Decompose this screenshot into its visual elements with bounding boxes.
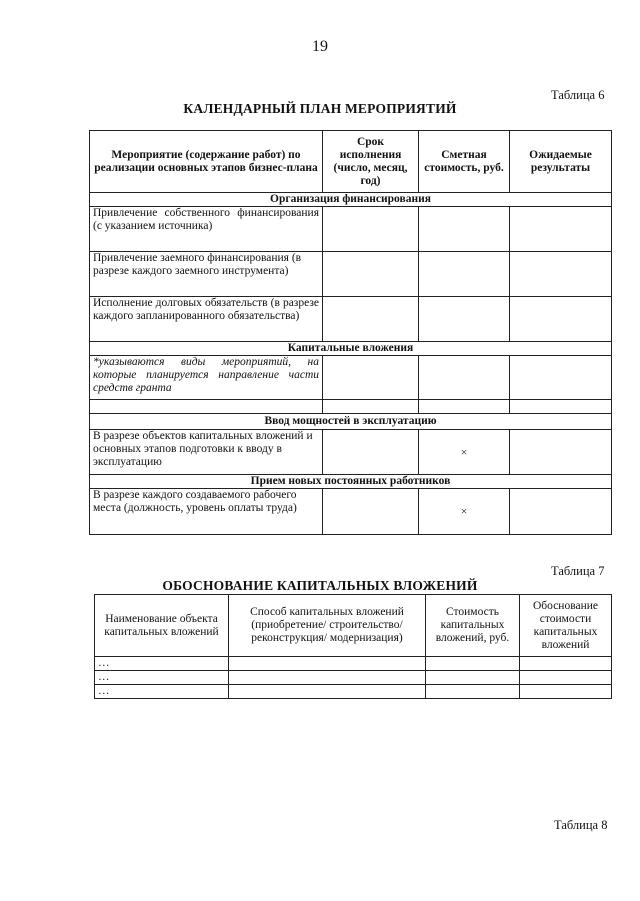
method-cell: [229, 685, 426, 699]
table-8-caption: Таблица 8: [554, 818, 608, 832]
cost-cell: [426, 685, 520, 699]
table-row: [90, 252, 612, 297]
cost-cell: [419, 252, 510, 297]
activity-cell: *указываются виды мероприятий, на которые планируется направление части средств гранта: [90, 356, 323, 400]
capital-investment-table: [94, 594, 612, 699]
justification-cell: [520, 671, 612, 685]
column-header-method: Способ капитальных вложений (приобретение/ строительство/реконструкция/ модернизация): [229, 595, 426, 657]
activity-cell: Привлечение заемного финансирования (в разрезе каждого заемного инструмента): [90, 252, 323, 297]
results-cell: [510, 430, 612, 475]
table-row: [90, 297, 612, 342]
table-row: [90, 356, 612, 400]
not-applicable-mark: ×: [419, 430, 510, 475]
table-6-caption: Таблица 6: [551, 88, 605, 102]
cost-cell: [419, 297, 510, 342]
results-cell: [510, 207, 612, 252]
column-header-investment-cost: Стоимость капитальных вложений, руб.: [426, 595, 520, 657]
not-applicable-mark: ×: [419, 489, 510, 535]
activity-cell: [90, 400, 323, 414]
column-header-results: Ожидаемые результаты: [510, 131, 612, 193]
results-cell: [510, 489, 612, 535]
table-row: [95, 685, 612, 699]
method-cell: [229, 671, 426, 685]
object-cell: …: [95, 671, 229, 685]
table-row: [90, 489, 612, 535]
results-cell: [510, 356, 612, 400]
column-header-deadline: Срок исполнения (число, месяц, год): [323, 131, 419, 193]
activity-cell: В разрезе каждого создаваемого рабочего места (должность, уровень оплаты труда): [90, 489, 323, 535]
cost-cell: [426, 671, 520, 685]
cost-cell: [419, 207, 510, 252]
table-row: [90, 430, 612, 475]
section-row-capital-investments: [90, 342, 612, 356]
justification-cell: [520, 657, 612, 671]
object-cell: …: [95, 657, 229, 671]
section-row-commissioning: [90, 414, 612, 430]
calendar-plan-table: [89, 130, 612, 535]
deadline-cell: [323, 252, 419, 297]
section-title: Ввод мощностей в эксплуатацию: [90, 414, 612, 430]
table-header-row: [90, 131, 612, 193]
cost-cell: [426, 657, 520, 671]
calendar-plan-title: КАЛЕНДАРНЫЙ ПЛАН МЕРОПРИЯТИЙ: [183, 101, 457, 116]
capital-investment-title: ОБОСНОВАНИЕ КАПИТАЛЬНЫХ ВЛОЖЕНИЙ: [162, 578, 478, 593]
section-title: Капитальные вложения: [90, 342, 612, 356]
section-title: Прием новых постоянных работников: [90, 475, 612, 489]
deadline-cell: [323, 297, 419, 342]
deadline-cell: [323, 430, 419, 475]
deadline-cell: [323, 400, 419, 414]
activity-cell: В разрезе объектов капитальных вложений и основных этапов подготовки к вводу в эксплуатацию: [90, 430, 323, 475]
table-row: [90, 400, 612, 414]
deadline-cell: [323, 207, 419, 252]
section-row-financing: [90, 193, 612, 207]
activity-cell: Исполнение долговых обязательств (в разрезе каждого запланированного обязательства): [90, 297, 323, 342]
deadline-cell: [323, 489, 419, 535]
section-row-new-employees: [90, 475, 612, 489]
page-number: 19: [312, 38, 328, 55]
column-header-object: Наименование объекта капитальных вложений: [95, 595, 229, 657]
column-header-justification: Обоснование стоимости капитальных вложений: [520, 595, 612, 657]
justification-cell: [520, 685, 612, 699]
section-title: Организация финансирования: [90, 193, 612, 207]
deadline-cell: [323, 356, 419, 400]
table-header-row: [95, 595, 612, 657]
table-row: [95, 657, 612, 671]
table-row: [95, 671, 612, 685]
table-7-caption: Таблица 7: [551, 564, 605, 578]
cost-cell: [419, 400, 510, 414]
activity-cell: Привлечение собственного финансирования (с указанием источника): [90, 207, 323, 252]
results-cell: [510, 400, 612, 414]
results-cell: [510, 252, 612, 297]
table-row: [90, 207, 612, 252]
column-header-activity: Мероприятие (содержание работ) по реализации основных этапов бизнес-плана: [90, 131, 323, 193]
column-header-cost: Сметная стоимость, руб.: [419, 131, 510, 193]
method-cell: [229, 657, 426, 671]
results-cell: [510, 297, 612, 342]
cost-cell: [419, 356, 510, 400]
object-cell: …: [95, 685, 229, 699]
